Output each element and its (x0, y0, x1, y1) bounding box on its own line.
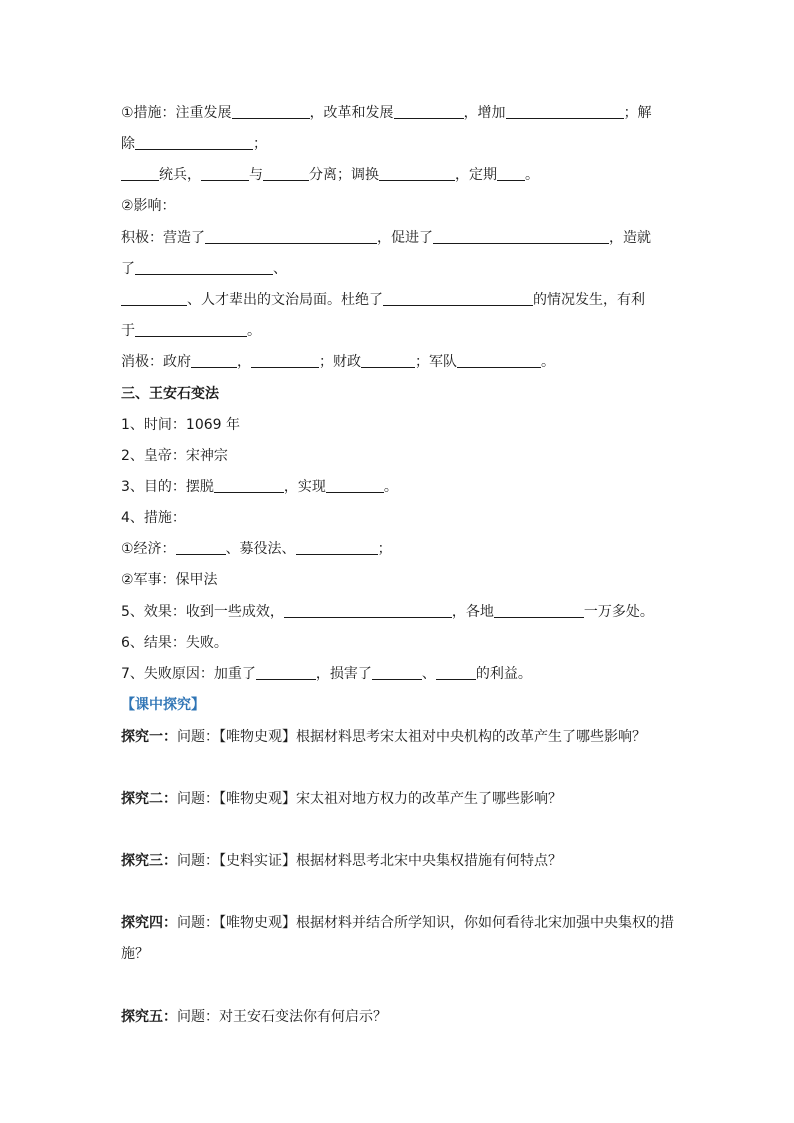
fill-blank[interactable] (433, 229, 609, 244)
question-text: 问题：【唯物史观】根据材料思考宋太祖对中央机构的改革产生了哪些影响？ (177, 729, 646, 745)
fill-blank[interactable] (191, 353, 237, 368)
question-label: 探究三： (121, 853, 177, 869)
fill-blank[interactable] (135, 260, 273, 275)
question-label: 探究四： (121, 915, 177, 931)
text-segment: 一万多处。 (583, 604, 654, 620)
text-segment: ①经济： (121, 541, 176, 557)
text-segment: 了 (121, 261, 135, 277)
text-segment: ；解 (623, 105, 652, 121)
text-segment: 积极：营造了 (121, 230, 205, 246)
fill-blank[interactable] (214, 478, 284, 493)
fill-blank[interactable] (205, 229, 377, 244)
fill-blank[interactable] (296, 540, 378, 555)
reform-result: 6、结果：失败。 (121, 635, 228, 651)
question-text: 问题：【唯物史观】宋太祖对地方权力的改革产生了哪些影响？ (177, 791, 562, 807)
impact-negative-line (121, 353, 681, 371)
explore-question-4 (121, 914, 681, 932)
text-segment: 3、目的：摆脱 (121, 479, 214, 495)
text-segment: 。 (383, 479, 398, 495)
text-segment: ； (253, 136, 267, 152)
text-segment: ，实现 (283, 479, 326, 495)
fill-blank[interactable] (494, 603, 584, 618)
fill-blank[interactable] (457, 353, 541, 368)
reform-goal (121, 478, 681, 496)
reform-measures-economic (121, 540, 681, 558)
fill-blank[interactable] (251, 353, 319, 368)
text-segment: 分离；调换 (309, 167, 379, 183)
fill-blank[interactable] (436, 665, 476, 680)
text-segment: 的利益。 (475, 666, 532, 682)
text-segment: 于 (121, 323, 135, 339)
text-segment: ，促进了 (377, 230, 433, 246)
text-segment: 除 (121, 136, 135, 152)
explore-question-1 (121, 728, 681, 746)
fill-blank[interactable] (201, 166, 249, 181)
fill-blank[interactable] (497, 166, 525, 181)
reform-emperor: 2、皇帝：宋神宗 (121, 448, 228, 464)
reform-time: 1、时间：1069 年 (121, 417, 240, 433)
measures-line-3 (121, 166, 681, 184)
text-segment: ，损害了 (315, 666, 372, 682)
in-class-explore-header: 【课中探究】 (121, 697, 205, 713)
impact-positive-line-2 (121, 260, 681, 278)
text-segment: ，造就 (609, 230, 651, 246)
question-text: 问题：【史料实证】根据材料思考北宋中央集权措施有何特点？ (177, 853, 562, 869)
fill-blank[interactable] (121, 291, 187, 306)
fill-blank[interactable] (284, 603, 452, 618)
question-text: 问题：【唯物史观】根据材料并结合所学知识，你如何看待北宋加强中央集权的措 (177, 915, 674, 931)
text-segment: ；财政 (319, 354, 361, 370)
text-segment: ，增加 (463, 105, 506, 121)
explore-question-2 (121, 790, 681, 808)
fill-blank[interactable] (176, 540, 226, 555)
text-segment: ；军队 (415, 354, 457, 370)
text-segment: 、人才辈出的文治局面。杜绝了 (187, 292, 383, 308)
explore-question-5 (121, 1008, 681, 1026)
text-segment: ，各地 (451, 604, 494, 620)
text-segment: 。 (247, 323, 261, 339)
text-segment: ； (377, 541, 392, 557)
text-segment: 消极：政府 (121, 354, 191, 370)
fill-blank[interactable] (326, 478, 384, 493)
text-segment: 。 (525, 167, 539, 183)
fill-blank[interactable] (506, 104, 624, 119)
text-segment: ，改革和发展 (309, 105, 394, 121)
section-title-wang-anshi-reform: 三、王安石变法 (121, 386, 219, 402)
text-segment: 7、失败原因：加重了 (121, 666, 256, 682)
text-segment: ，定期 (455, 167, 497, 183)
explore-question-3 (121, 852, 681, 870)
text-segment: 、募役法、 (225, 541, 296, 557)
text-segment: 与 (249, 167, 263, 183)
reform-failure-reason (121, 665, 681, 683)
fill-blank[interactable] (263, 166, 309, 181)
fill-blank[interactable] (135, 322, 247, 337)
text-segment: ①措施：注重发展 (121, 105, 232, 121)
impact-positive-line-4 (121, 322, 681, 340)
text-segment: ， (237, 354, 251, 370)
reform-measures-military: ②军事：保甲法 (121, 572, 218, 588)
fill-blank[interactable] (135, 135, 253, 150)
explore-question-4-continued: 施？ (121, 946, 149, 962)
question-text: 问题：对王安石变法你有何启示？ (177, 1009, 387, 1025)
measures-line-2 (121, 135, 681, 153)
impact-positive-line-3 (121, 291, 681, 309)
fill-blank[interactable] (232, 104, 310, 119)
question-label: 探究一： (121, 729, 177, 745)
text-segment: 。 (541, 354, 555, 370)
fill-blank[interactable] (372, 665, 422, 680)
fill-blank[interactable] (379, 166, 455, 181)
fill-blank[interactable] (361, 353, 415, 368)
question-label: 探究二： (121, 791, 177, 807)
impact-positive-line-1 (121, 229, 681, 247)
text-segment: 5、效果：收到一些成效， (121, 604, 284, 620)
measures-line-1 (121, 104, 681, 122)
fill-blank[interactable] (121, 166, 159, 181)
reform-measures-heading: 4、措施： (121, 510, 186, 526)
question-label: 探究五： (121, 1009, 177, 1025)
reform-effect (121, 603, 681, 621)
impact-heading: ②影响： (121, 198, 176, 214)
fill-blank[interactable] (394, 104, 464, 119)
text-segment: 统兵， (159, 167, 201, 183)
fill-blank[interactable] (383, 291, 533, 306)
text-segment: 、 (273, 261, 287, 277)
text-segment: 的情况发生，有利 (533, 292, 645, 308)
text-segment: 、 (421, 666, 436, 682)
fill-blank[interactable] (256, 665, 316, 680)
